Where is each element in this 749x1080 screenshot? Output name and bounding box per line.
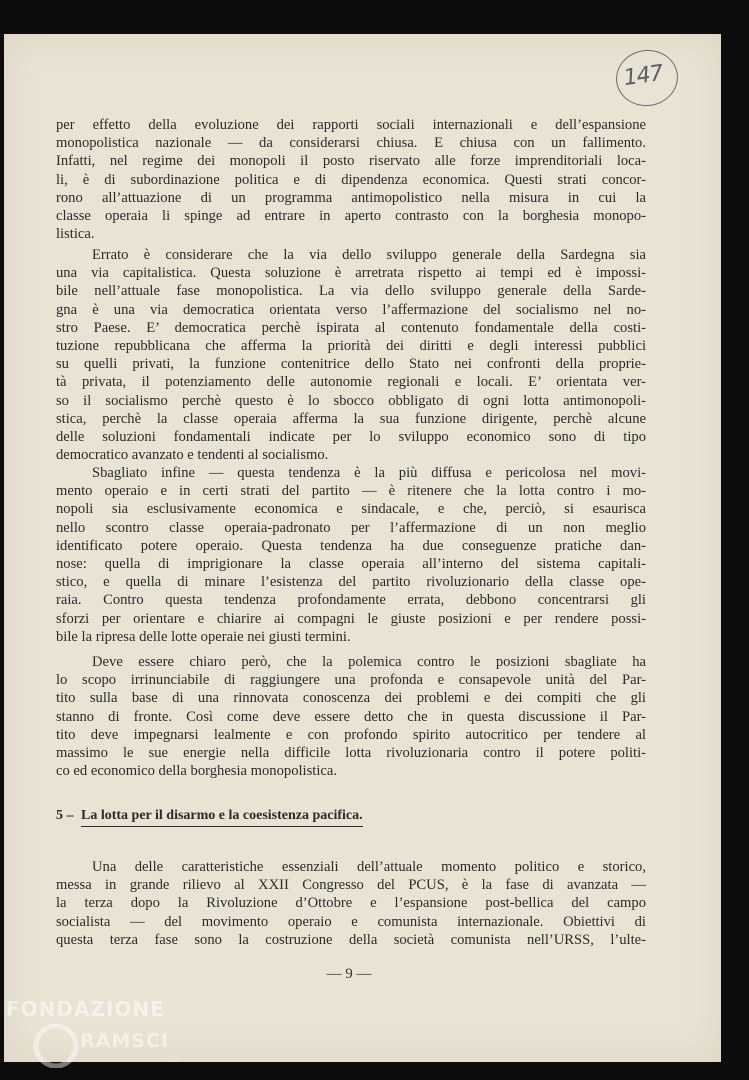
watermark-line-3: onlus: [160, 1055, 182, 1064]
text-line: Una delle caratteristiche essenziali dell’attuale momento politico e storico,: [92, 859, 646, 875]
text-line: identificato potere operaio. Questa tendenza ha due conseguenze pratiche dan-: [56, 537, 646, 554]
text-line: tuzione repubblicana che afferma la priorità dei diritti e degli interessi pubblici: [56, 338, 646, 355]
text-line: su quelli privati, la funzione contenitrice dello Stato nei confronti della proprie-: [56, 356, 646, 373]
text-line: democratico avanzato e tendenti al socialismo.: [56, 447, 329, 464]
document-page: [4, 34, 721, 1062]
text-line: tito sulla base di una rinnovata conoscenza dei problemi e dei compiti che gli: [56, 690, 646, 707]
text-line: bile nell’attuale fase monopolistica. La via dello sviluppo generale della Sarde-: [56, 283, 646, 300]
text-line: nopoli sia esclusivamente economica e sindacale, e che, perciò, si esaurisca: [56, 501, 646, 518]
text-line: Infatti, nel regime dei monopoli il posto riservato alle forze imprenditoriali loca-: [56, 153, 646, 170]
text-line: lo scopo irrinunciabile di raggiungere una profonda e consapevole unità del Par-: [56, 672, 646, 689]
text-line: mento operaio e in certi strati del partito — è ritenere che la lotta contro i mo-: [56, 483, 646, 500]
text-line: per effetto della evoluzione dei rapporti sociali internazionali e dell’espansione: [56, 117, 646, 133]
watermark-line-1: FONDAZIONE: [6, 997, 165, 1021]
text-line: messa in grande rilievo al XXII Congresso del PCUS, è la fase di avanzata —: [56, 877, 646, 894]
paragraph-2: [56, 246, 646, 464]
text-line: nello scontro classe operaia-padronato per l’affermazione di un non meglio: [56, 519, 646, 536]
text-line: Errato è considerare che la via dello sviluppo generale della Sardegna sia: [92, 247, 646, 263]
text-line: la terza dopo la Rivoluzione d’Ottobre e l’espansione post-bellica del campo: [56, 895, 646, 912]
text-line: stro Paese. E’ democratica perchè ispirata al contenuto fondamentale della costi-: [56, 319, 646, 336]
watermark-line-2: RAMSCI: [80, 1030, 169, 1052]
text-line: delle soluzioni fondamentali indicate per lo sviluppo economico sono di tipo: [56, 429, 646, 446]
text-line: monopolistica nazionale — da considerarsi chiusa. E chiusa con un fallimento.: [56, 135, 646, 152]
text-line: gna è una via democratica orientata verso l’affermazione del socialismo nel no-: [56, 301, 646, 318]
text-line: stico, e quella di minare l’esistenza del partito rivoluzionario della classe ope-: [56, 574, 646, 591]
section-title: La lotta per il disarmo e la coesistenza pacifica.: [81, 808, 363, 827]
paragraph-1: [56, 116, 646, 243]
text-line: listica.: [56, 226, 95, 243]
paragraph-5: [56, 858, 646, 949]
paragraph-4: [56, 653, 646, 780]
text-line: tito deve impegnarsi lealmente e con profondo spirito autocritico per tendere al: [56, 726, 646, 743]
section-number: 5 –: [56, 808, 74, 823]
text-line: co ed economico della borghesia monopolistica.: [56, 763, 337, 780]
text-line: Deve essere chiaro però, che la polemica contro le posizioni sbagliate ha: [92, 654, 646, 670]
text-line: una via capitalistica. Questa soluzione è arretrata rispetto ai tempi ed è impossi-: [56, 265, 646, 282]
text-line: classe operaia li spinge ad entrare in aperto contrasto con la borghesia monopo-: [56, 208, 646, 225]
paragraph-3: [56, 464, 646, 646]
text-line: bile la ripresa delle lotte operaie nei giusti termini.: [56, 628, 351, 645]
text-line: massimo le sue energie nella difficile lotta rivoluzionaria contro il potere politi-: [56, 745, 646, 762]
text-line: nose: quella di imprigionare la classe operaia all’interno del sistema capitali-: [56, 556, 646, 573]
text-line: Sbagliato infine — questa tendenza è la più diffusa e pericolosa nel movi-: [92, 465, 646, 481]
text-line: questa terza fase sono la costruzione della società comunista nell’URSS, l’ulte-: [56, 931, 646, 948]
text-line: li, è di subordinazione politica e di dipendenza economica. Questi strati concor-: [56, 171, 646, 188]
text-line: raia. Contro questa tendenza profondamente errata, debbono concentrarsi gli: [56, 592, 646, 609]
page-number: — 9 —: [326, 966, 372, 982]
text-line: stanno di fronte. Così come deve essere detto che in questa discussione il Par-: [56, 708, 646, 725]
text-line: sforzi per orientare e chiarire ai compagni le giuste posizioni e per rendere possi-: [56, 610, 646, 627]
text-line: stica, perchè la classe operaia afferma la sua funzione dirigente, perchè alcune: [56, 410, 646, 427]
text-line: so il socialismo perchè questo è lo sbocco obbligato di ogni lotta antimonopoli-: [56, 392, 646, 409]
text-line: tà privata, il potenziamento delle autonomie regionali e locali. E’ orientata ver-: [56, 374, 646, 391]
handwritten-page-number: [612, 46, 681, 110]
handwritten-page-number-text: 147: [622, 60, 665, 92]
text-line: rono all’attuazione di un programma antimopolistico nella misura in cui la: [56, 189, 646, 206]
section-heading: [56, 808, 363, 824]
text-line: socialista — del movimento operaio e comunista internazionale. Obiettivi di: [56, 913, 646, 930]
